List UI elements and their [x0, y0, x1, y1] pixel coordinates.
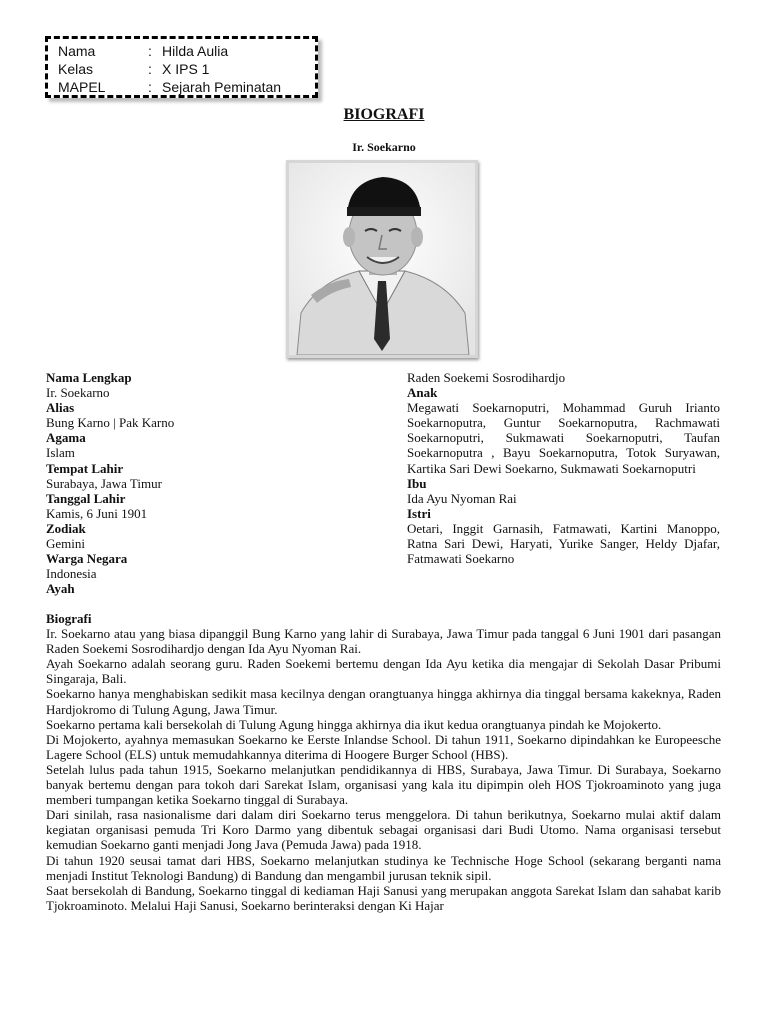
- biography-paragraph: Dari sinilah, rasa nasionalisme dari dalam diri Soekarno terus menggelora. Di tahun berikutnya, Soekarno mulai aktif dalam kegiatan organisasi pemuda Tri Koro Darmo yang dibentuk sebagai organisasi dari Budi Utomo. Nama organisasi tersebut kemudian Soekarno ganti menjadi Jong Java (Pemuda Jawa) pada 1918.: [46, 807, 721, 853]
- profile-left-column: [46, 370, 376, 596]
- value-ibu: Ida Ayu Nyoman Rai: [407, 490, 517, 506]
- label-agama: Agama: [46, 430, 86, 446]
- profile-right-column: [407, 370, 720, 566]
- id-colon: :: [148, 79, 152, 95]
- portrait-illustration: [289, 163, 475, 355]
- id-key: Nama: [58, 43, 96, 59]
- label-zodiak: Zodiak: [46, 520, 86, 536]
- id-value: Hilda Aulia: [162, 43, 229, 59]
- biography-paragraph: Ayah Soekarno adalah seorang guru. Raden Soekemi bertemu dengan Ida Ayu ketika dia mengajar di Sekolah Dasar Pribumi Singaraja, Bali.: [46, 656, 721, 687]
- biography-paragraph: Soekarno pertama kali bersekolah di Tulung Agung hingga akhirnya dia ikut kedua orangtuanya pindah ke Mojokerto.: [46, 716, 662, 732]
- label-nama-lengkap: Nama Lengkap: [46, 370, 132, 385]
- value-istri: Oetari, Inggit Garnasih, Fatmawati, Kartini Manoppo, Ratna Sari Dewi, Haryati, Yurike Sanger, Heldy Djafar, Fatmawati Soekarno: [407, 520, 720, 567]
- biography-section: [46, 611, 721, 913]
- label-tanggal-lahir: Tanggal Lahir: [46, 490, 126, 506]
- id-colon: :: [148, 61, 152, 77]
- label-tempat-lahir: Tempat Lahir: [46, 460, 124, 476]
- portrait-photo: [286, 160, 478, 358]
- id-row-kelas: [58, 60, 315, 78]
- biography-paragraph: Ir. Soekarno atau yang biasa dipanggil Bung Karno yang lahir di Surabaya, Jawa Timur pada tanggal 6 Juni 1901 dari pasangan Raden Soekemi Sosrodihardjo dengan Ida Ayu Nyoman Rai.: [46, 626, 721, 657]
- biography-paragraph: Di Mojokerto, ayahnya memasukan Soekarno ke Eerste Inlandse School. Di tahun 1911, Soekarno dipindahkan ke Europeesche Lagere School (ELS) untuk memudahkannya diterima di Hoogere Burger School (HBS).: [46, 731, 721, 762]
- id-key: Kelas: [58, 61, 94, 77]
- value-warga-negara: Indonesia: [46, 566, 97, 582]
- id-value: X IPS 1: [162, 61, 210, 77]
- value-alias: Bung Karno | Pak Karno: [46, 415, 175, 431]
- label-anak: Anak: [407, 385, 438, 401]
- value-ayah: Raden Soekemi Sosrodihardjo: [407, 370, 566, 385]
- label-ayah: Ayah: [46, 581, 75, 597]
- value-agama: Islam: [46, 445, 75, 461]
- label-ibu: Ibu: [407, 475, 427, 491]
- biography-paragraph: Soekarno hanya menghabiskan sedikit masa kecilnya dengan orangtuanya hingga akhirnya dia tinggal bersama kakeknya, Raden Hardjokromo di Tulung Agung, Jawa Timur.: [46, 686, 721, 717]
- id-row-nama: [58, 42, 315, 60]
- value-anak: Megawati Soekarnoputri, Mohammad Guruh Irianto Soekarnoputra, Guntur Soekarnoputra, Rachmawati Soekarnoputri, Sukmawati Soekarnoputri, Taufan Soekarnoputra , Bayu Soekarnoputra, Totok Suryawan, Kartika Sari Dewi Soekarno, Sukmawati Soekarnoputri: [407, 400, 720, 476]
- id-colon: :: [148, 43, 152, 59]
- value-nama-lengkap: Ir. Soekarno: [46, 385, 110, 401]
- value-zodiak: Gemini: [46, 536, 85, 552]
- label-istri: Istri: [407, 505, 431, 521]
- student-id-box: [45, 36, 318, 98]
- value-tanggal-lahir: Kamis, 6 Juni 1901: [46, 505, 148, 521]
- biography-paragraph: Setelah lulus pada tahun 1915, Soekarno melanjutkan pendidikannya di HBS, Surabaya, Jawa Timur. Di Surabaya, Soekarno banyak bertemu dengan para tokoh dari Sarekat Islam, organisasi yang kala itu dipimpin oleh HOS Tjokroaminoto yang juga memberi tumpangan ketika Soekarno tinggal di Surabaya.: [46, 761, 721, 808]
- biography-paragraph: Di tahun 1920 seusai tamat dari HBS, Soekarno melanjutkan studinya ke Technische Hoge School (sekarang berganti nama menjadi Institut Teknologi Bandung) di Bandung dan mengambil jurusan teknik sipil.: [46, 852, 721, 883]
- label-alias: Alias: [46, 400, 75, 416]
- value-tempat-lahir: Surabaya, Jawa Timur: [46, 475, 162, 491]
- biography-heading: Biografi: [46, 611, 92, 626]
- label-warga-negara: Warga Negara: [46, 551, 128, 567]
- id-row-mapel: [58, 78, 315, 96]
- document-subtitle: Ir. Soekarno: [352, 140, 416, 154]
- document-title: BIOGRAFI: [343, 106, 425, 123]
- id-value: Sejarah Peminatan: [162, 79, 282, 95]
- biography-paragraph: Saat bersekolah di Bandung, Soekarno tinggal di kediaman Haji Sanusi yang merupakan anggota Sarekat Islam dan sahabat karib Tjokroaminoto. Melalui Haji Sanusi, Soekarno berinteraksi dengan Ki Hajar: [46, 882, 721, 913]
- id-key: MAPEL: [58, 79, 106, 95]
